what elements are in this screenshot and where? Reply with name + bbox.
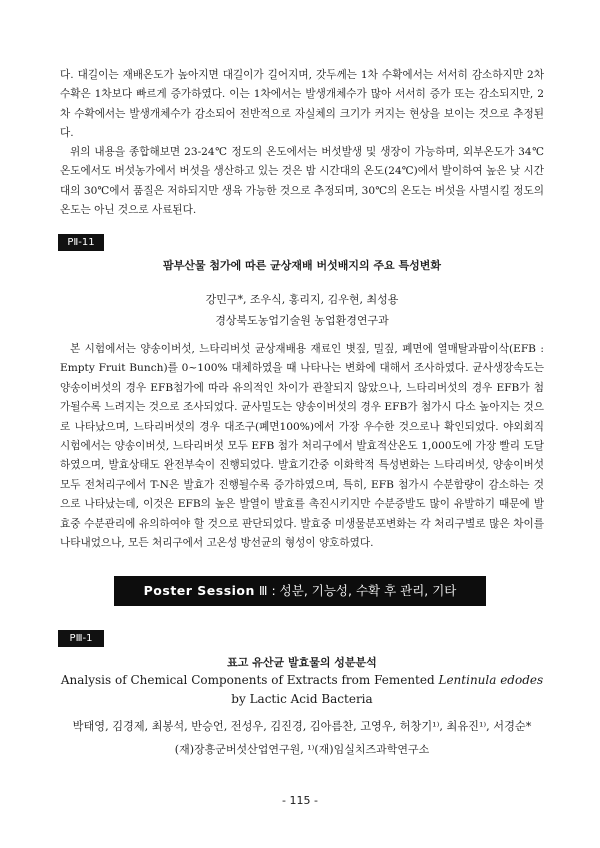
section-tag-piii-1: PⅢ-1 — [58, 630, 104, 647]
authors-piii-1: 박태영, 김경제, 최봉석, 반승언, 전성우, 김진경, 김아름찬, 고영우, 허창기¹⁾, 최유진¹⁾, 서경순* — [72, 720, 532, 733]
intro-paragraph-2: 위의 내용을 종합해보면 23-24℃ 정도의 온도에서는 버섯발생 및 생장이 가능하며, 외부온도가 34℃온도에서도 버섯농가에서 버섯을 생산하고 있는 것은 밤 시간대의 온도(24℃)에서 발이하여 높은 낮 시간대의 30℃에서 품질은 저하되지만 생육 가능한 것으로 추정되며, 30℃의 온도는 버섯을 사멸시킬 정도의 온도는 아닌 것으로 사료된다. — [60, 146, 544, 217]
title-en-species: Lentinula edodes — [438, 673, 544, 687]
banner-session-label: Poster Session — [143, 583, 255, 598]
section-title-kr-piii-1: 표고 유산균 발효물의 성분분석 — [227, 656, 377, 669]
intro-paragraph-1: 다. 대길이는 재배온도가 높아지면 대길이가 길어지며, 갓두께는 1차 수확에서는 서서히 감소하지만 2차 수확은 1차보다 빠르게 증가하였다. 이는 1차에서는 발생개체수가 많아 서서히 증가 또는 감소되지만, 2차 수확에서는 발생개체수가 감소되어 전반적으로 자실체의 크기가 커지는 현상을 보이는 것으로 추정된다. — [60, 69, 544, 140]
authors-pii-11: 강민구*, 조우식, 홍리지, 김우현, 최성용 — [205, 293, 399, 306]
affiliation-piii-1: (재)장흥군버섯산업연구원, ¹⁾(재)임실치즈과학연구소 — [174, 743, 430, 756]
page-number: - 115 - — [282, 794, 318, 807]
banner-session-topic: Ⅲ : 성분, 기능성, 수확 후 관리, 기타 — [258, 583, 457, 598]
title-en-part-2: by Lactic Acid Bacteria — [231, 692, 373, 706]
affiliation-pii-11: 경상북도농업기술원 농업환경연구과 — [215, 314, 389, 327]
section-title-en-piii-1 — [60, 671, 544, 709]
section-tag-pii-11: PⅡ-11 — [58, 234, 104, 251]
title-en-part-1: Analysis of Chemical Components of Extracts from Femented — [60, 673, 439, 687]
poster-session-banner — [114, 576, 486, 606]
abstract-pii-11: 본 시험에서는 양송이버섯, 느타리버섯 균상재배용 재료인 볏짚, 밀짚, 폐면에 열매탈과팜이삭(EFB : Empty Fruit Bunch)를 0~100% 대체하였을 때 나타나는 변화에 대해서 조사하였다. 균사생장속도는 양송이버섯의 경우 EFB첨가에 따라 유의적인 차이가 관찰되지 않았으나, 느타리버섯의 경우 EFB가 첨가될수록 느려지는 것으로 조사되었다. 균사밀도는 양송이버섯의 경우 EFB가 첨가시 다소 높아지는 것으로 나타났으며, 느타리버섯의 경우 대조구(폐면100%)에서 가장 우수한 것으로나 확인되었다. 야외회직시험에서는 양송이버섯, 느타리버섯 모두 EFB 첨가 처리구에서 발효적산온도 1,000도에 가장 빨리 도달하였으며, 발효상태도 완전부숙이 진행되었다. 발효기간중 이화학적 특성변화는 느타리버섯, 양송이버섯 모두 전처리구에서 T-N은 발효가 진행될수록 증가하였으며, 특히, EFB 첨가시 수분함량이 감소하는 것으로 나타났는데, 이것은 EFB의 높은 발열이 발효를 촉진시키지만 수분증발도 많이 유발하기 때문에 발효중 수분관리에 유의하여야 할 것으로 판단되었다. 발효중 미생물분포변화는 각 처리구별로 많은 차이를 나타내었으나, 모든 처리구에서 고온성 방선균의 형성이 양호하였다. — [60, 343, 544, 550]
section-title-pii-11: 팜부산물 첨가에 따른 균상재배 버섯배지의 주요 특성변화 — [163, 259, 441, 272]
